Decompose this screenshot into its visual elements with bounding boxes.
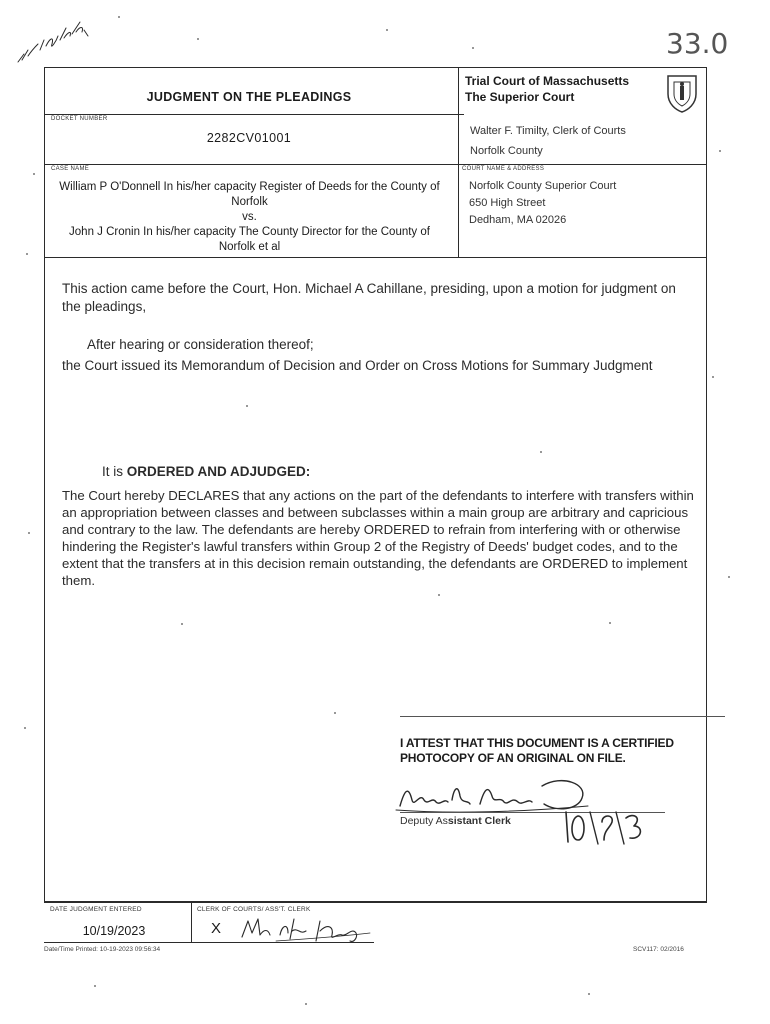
deputy-suffix: sistant Clerk <box>447 815 511 827</box>
case-name-label: CASE NAME <box>51 166 90 172</box>
court-address-line2: 650 High Street <box>469 197 546 209</box>
case-divider <box>44 164 707 165</box>
date-entered: 10/19/2023 <box>82 924 146 938</box>
court-address-line3: Dedham, MA 02026 <box>469 214 567 226</box>
clerk-info <box>470 121 626 161</box>
ordered-heading <box>102 463 310 481</box>
handwritten-margin-note <box>14 16 94 68</box>
court-name-line1: Trial Court of Massachusetts <box>465 74 630 88</box>
page-number: 33.0 <box>666 27 729 60</box>
form-code: SCV117: 02/2016 <box>633 946 684 953</box>
court-address <box>469 178 616 229</box>
assistant-clerk-signature <box>236 913 376 945</box>
deputy-clerk-label <box>400 815 511 827</box>
printed-timestamp: Date/Time Printed: 10-19-2023 09:56:34 <box>44 946 161 953</box>
court-name <box>465 73 629 105</box>
court-address-line1: Norfolk County Superior Court <box>469 180 617 192</box>
date-entered-label: DATE JUDGMENT ENTERED <box>50 906 142 913</box>
footer-column-divider <box>191 902 192 942</box>
ordered-prefix: It is <box>102 464 127 479</box>
plaintiff: William P O'Donnell In his/her capacity Register of Deeds for the County of Norfolk <box>59 181 440 208</box>
clerk-signature-mark: X <box>211 920 222 937</box>
clerk-name: Walter F. Timilty, Clerk of Courts <box>470 125 626 137</box>
header-column-divider <box>458 67 459 257</box>
paragraph-action: This action came before the Court, Hon. Michael A Cahillane, presiding, upon a motion for judgment on the pleadings, <box>62 281 676 314</box>
body-divider <box>44 257 707 258</box>
ordered-adjudged: ORDERED AND ADJUDGED: <box>126 464 311 479</box>
paragraph-hearing: After hearing or consideration thereof; <box>87 337 314 352</box>
case-name <box>52 180 447 255</box>
attestation-text: I ATTEST THAT THIS DOCUMENT IS A CERTIFIED PHOTOCOPY OF AN ORIGINAL ON FILE. <box>400 736 674 765</box>
stamp-top-rule <box>400 716 725 717</box>
handwritten-stamp-date <box>560 808 646 848</box>
defendant: John J Cronin In his/her capacity The County Director for the County of Norfolk et al <box>69 226 430 253</box>
clerk-label: CLERK OF COURTS/ ASS'T. CLERK <box>197 906 311 913</box>
header-divider <box>44 114 464 115</box>
footer-divider <box>44 902 707 903</box>
county-name: Norfolk County <box>470 145 543 157</box>
docket-number-label: DOCKET NUMBER <box>51 116 108 122</box>
docket-number: 2282CV01001 <box>206 131 292 145</box>
versus: vs. <box>242 211 257 223</box>
paragraph-memorandum: the Court issued its Memorandum of Decision and Order on Cross Motions for Summary Judgment <box>62 358 653 373</box>
document-title: JUDGMENT ON THE PLEADINGS <box>146 90 352 104</box>
court-name-line2: The Superior Court <box>465 90 575 104</box>
massachusetts-seal-icon <box>664 72 700 114</box>
court-address-label: COURT NAME & ADDRESS <box>462 166 545 172</box>
deputy-prefix: Deputy As <box>400 815 448 827</box>
paragraph-order: The Court hereby DECLARES that any actions on the part of the defendants to interfere with transfers within an appropriation between classes and between subclasses within a main group are arbitrary and capricious and contrary to the law. The defendants are hereby ORDERED to refrain from interfering with or otherwise hindering the Register's lawful transfers within Group 2 of the Registry of Deeds' budget codes, and to the extent that the transfers at in this decision remain outstanding, the defendants are ORDERED to implement them. <box>62 488 694 588</box>
